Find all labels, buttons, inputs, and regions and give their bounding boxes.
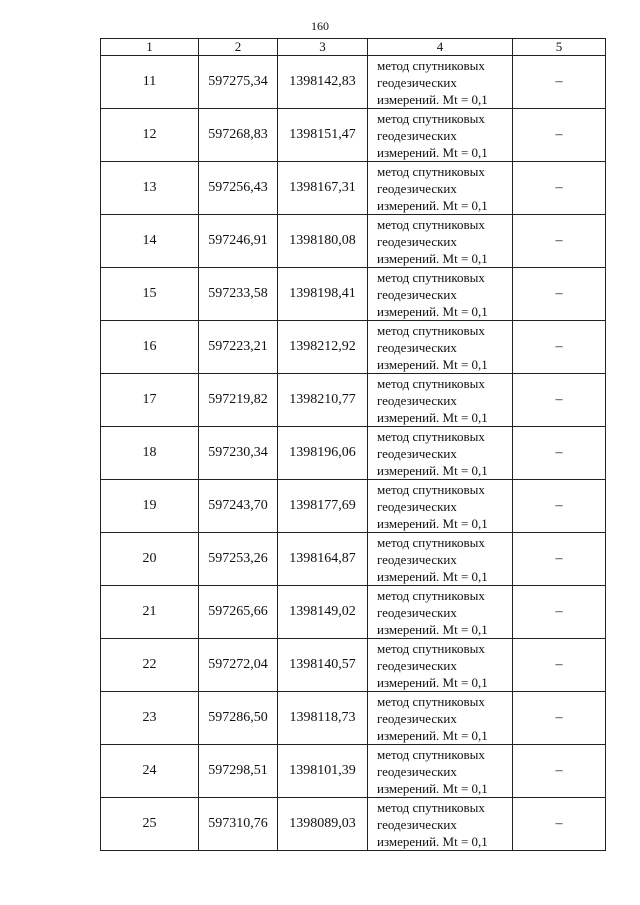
- method-line: геодезических: [377, 657, 457, 673]
- point-number-cell: 11: [101, 56, 199, 109]
- method-line: измерений. Mt = 0,1: [377, 91, 488, 107]
- method-cell: [368, 639, 513, 692]
- y-coordinate-cell: 1398167,31: [278, 162, 368, 215]
- method-line: геодезических: [377, 74, 457, 90]
- point-number-cell: 13: [101, 162, 199, 215]
- x-coordinate-cell: 597246,91: [199, 215, 278, 268]
- column-header: 5: [513, 39, 606, 56]
- method-cell: [368, 321, 513, 374]
- method-cell: [368, 480, 513, 533]
- table-row: [101, 374, 606, 427]
- method-line: измерений. Mt = 0,1: [377, 303, 488, 319]
- method-line: измерений. Mt = 0,1: [377, 780, 488, 796]
- method-cell: [368, 798, 513, 851]
- method-line: метод спутниковых: [377, 534, 485, 550]
- y-coordinate-cell: 1398210,77: [278, 374, 368, 427]
- y-coordinate-cell: 1398118,73: [278, 692, 368, 745]
- point-number-cell: 20: [101, 533, 199, 586]
- method-cell: [368, 745, 513, 798]
- point-number-cell: 24: [101, 745, 199, 798]
- x-coordinate-cell: 597219,82: [199, 374, 278, 427]
- note-cell: –: [513, 268, 606, 321]
- page-number: 160: [311, 19, 329, 33]
- method-line: геодезических: [377, 180, 457, 196]
- note-cell: –: [513, 215, 606, 268]
- point-number-cell: 21: [101, 586, 199, 639]
- x-coordinate-cell: 597298,51: [199, 745, 278, 798]
- method-line: измерений. Mt = 0,1: [377, 409, 488, 425]
- method-line: геодезических: [377, 233, 457, 249]
- y-coordinate-cell: 1398180,08: [278, 215, 368, 268]
- note-cell: –: [513, 56, 606, 109]
- method-line: метод спутниковых: [377, 693, 485, 709]
- method-line: метод спутниковых: [377, 163, 485, 179]
- x-coordinate-cell: 597286,50: [199, 692, 278, 745]
- table-row: [101, 427, 606, 480]
- method-cell: [368, 162, 513, 215]
- method-cell: [368, 109, 513, 162]
- table-row: [101, 639, 606, 692]
- method-line: измерений. Mt = 0,1: [377, 727, 488, 743]
- y-coordinate-cell: 1398164,87: [278, 533, 368, 586]
- table-row: [101, 56, 606, 109]
- method-line: измерений. Mt = 0,1: [377, 568, 488, 584]
- point-number-cell: 14: [101, 215, 199, 268]
- coordinates-table: [100, 38, 606, 851]
- x-coordinate-cell: 597223,21: [199, 321, 278, 374]
- method-line: геодезических: [377, 392, 457, 408]
- y-coordinate-cell: 1398196,06: [278, 427, 368, 480]
- method-cell: [368, 374, 513, 427]
- method-cell: [368, 692, 513, 745]
- point-number-cell: 15: [101, 268, 199, 321]
- method-line: метод спутниковых: [377, 375, 485, 391]
- table-row: [101, 268, 606, 321]
- method-line: измерений. Mt = 0,1: [377, 515, 488, 531]
- method-line: метод спутниковых: [377, 640, 485, 656]
- table-row: [101, 480, 606, 533]
- x-coordinate-cell: 597230,34: [199, 427, 278, 480]
- table-row: [101, 215, 606, 268]
- y-coordinate-cell: 1398140,57: [278, 639, 368, 692]
- point-number-cell: 22: [101, 639, 199, 692]
- note-cell: –: [513, 427, 606, 480]
- note-cell: –: [513, 639, 606, 692]
- note-cell: –: [513, 533, 606, 586]
- method-cell: [368, 56, 513, 109]
- method-line: метод спутниковых: [377, 481, 485, 497]
- method-line: геодезических: [377, 339, 457, 355]
- method-line: метод спутниковых: [377, 799, 485, 815]
- method-line: геодезических: [377, 551, 457, 567]
- method-line: геодезических: [377, 127, 457, 143]
- column-header: 2: [199, 39, 278, 56]
- note-cell: –: [513, 374, 606, 427]
- note-cell: –: [513, 745, 606, 798]
- method-line: измерений. Mt = 0,1: [377, 356, 488, 372]
- method-line: геодезических: [377, 604, 457, 620]
- method-cell: [368, 215, 513, 268]
- note-cell: –: [513, 692, 606, 745]
- x-coordinate-cell: 597233,58: [199, 268, 278, 321]
- point-number-cell: 12: [101, 109, 199, 162]
- x-coordinate-cell: 597265,66: [199, 586, 278, 639]
- method-line: метод спутниковых: [377, 746, 485, 762]
- x-coordinate-cell: 597272,04: [199, 639, 278, 692]
- method-cell: [368, 427, 513, 480]
- y-coordinate-cell: 1398101,39: [278, 745, 368, 798]
- method-line: геодезических: [377, 710, 457, 726]
- table-header-row: [101, 39, 606, 56]
- note-cell: –: [513, 109, 606, 162]
- y-coordinate-cell: 1398089,03: [278, 798, 368, 851]
- x-coordinate-cell: 597243,70: [199, 480, 278, 533]
- note-cell: –: [513, 586, 606, 639]
- x-coordinate-cell: 597253,26: [199, 533, 278, 586]
- method-line: геодезических: [377, 286, 457, 302]
- method-line: метод спутниковых: [377, 216, 485, 232]
- method-cell: [368, 268, 513, 321]
- method-line: измерений. Mt = 0,1: [377, 462, 488, 478]
- method-cell: [368, 586, 513, 639]
- note-cell: –: [513, 480, 606, 533]
- note-cell: –: [513, 798, 606, 851]
- column-header: 1: [101, 39, 199, 56]
- point-number-cell: 23: [101, 692, 199, 745]
- note-cell: –: [513, 162, 606, 215]
- x-coordinate-cell: 597275,34: [199, 56, 278, 109]
- method-line: метод спутниковых: [377, 587, 485, 603]
- method-cell: [368, 533, 513, 586]
- point-number-cell: 25: [101, 798, 199, 851]
- point-number-cell: 16: [101, 321, 199, 374]
- method-line: геодезических: [377, 816, 457, 832]
- method-line: метод спутниковых: [377, 269, 485, 285]
- y-coordinate-cell: 1398151,47: [278, 109, 368, 162]
- point-number-cell: 18: [101, 427, 199, 480]
- y-coordinate-cell: 1398212,92: [278, 321, 368, 374]
- table-row: [101, 745, 606, 798]
- table-row: [101, 692, 606, 745]
- y-coordinate-cell: 1398198,41: [278, 268, 368, 321]
- method-line: измерений. Mt = 0,1: [377, 197, 488, 213]
- method-line: измерений. Mt = 0,1: [377, 833, 488, 849]
- column-header: 4: [368, 39, 513, 56]
- table-row: [101, 321, 606, 374]
- table-row: [101, 109, 606, 162]
- table-row: [101, 533, 606, 586]
- x-coordinate-cell: 597310,76: [199, 798, 278, 851]
- point-number-cell: 17: [101, 374, 199, 427]
- method-line: метод спутниковых: [377, 110, 485, 126]
- method-line: метод спутниковых: [377, 57, 485, 73]
- x-coordinate-cell: 597256,43: [199, 162, 278, 215]
- method-line: геодезических: [377, 445, 457, 461]
- method-line: геодезических: [377, 763, 457, 779]
- point-number-cell: 19: [101, 480, 199, 533]
- x-coordinate-cell: 597268,83: [199, 109, 278, 162]
- y-coordinate-cell: 1398149,02: [278, 586, 368, 639]
- table-row: [101, 162, 606, 215]
- y-coordinate-cell: 1398142,83: [278, 56, 368, 109]
- note-cell: –: [513, 321, 606, 374]
- table-row: [101, 586, 606, 639]
- method-line: измерений. Mt = 0,1: [377, 674, 488, 690]
- method-line: геодезических: [377, 498, 457, 514]
- method-line: метод спутниковых: [377, 428, 485, 444]
- method-line: измерений. Mt = 0,1: [377, 621, 488, 637]
- table-row: [101, 798, 606, 851]
- method-line: измерений. Mt = 0,1: [377, 250, 488, 266]
- column-header: 3: [278, 39, 368, 56]
- y-coordinate-cell: 1398177,69: [278, 480, 368, 533]
- method-line: измерений. Mt = 0,1: [377, 144, 488, 160]
- method-line: метод спутниковых: [377, 322, 485, 338]
